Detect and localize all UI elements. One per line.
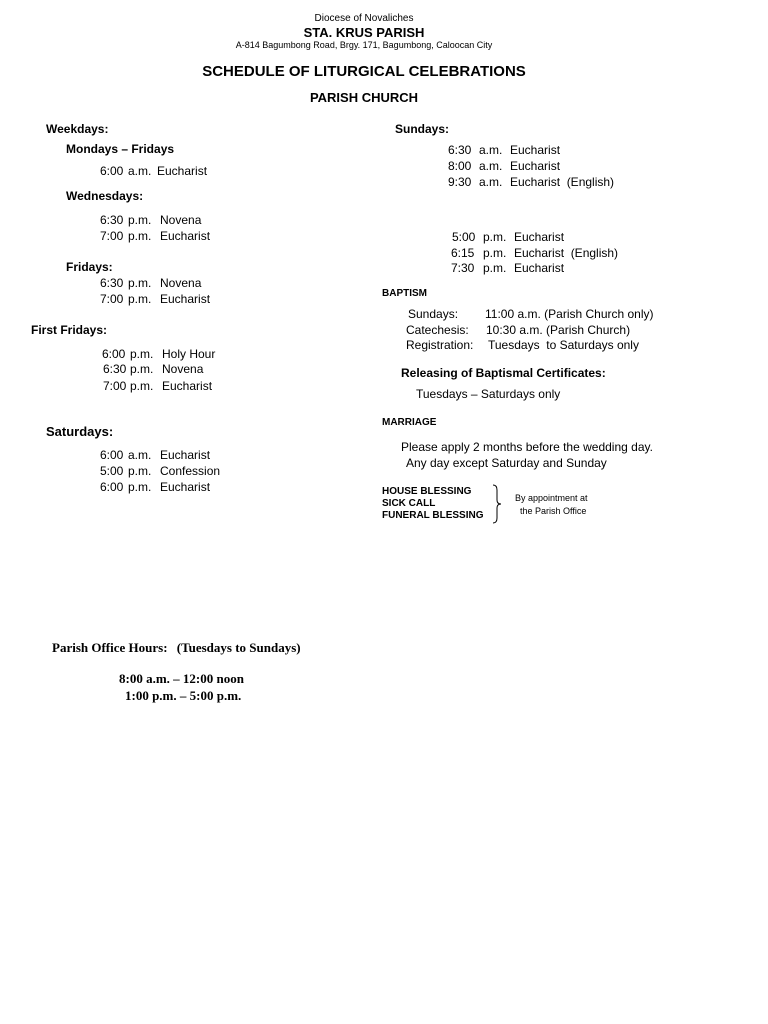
schedule-row — [451, 261, 651, 276]
ampm: p.m. — [128, 229, 152, 243]
time: 5:00 — [100, 464, 124, 478]
time: 6:30 — [100, 213, 124, 227]
wednesdays-heading: Wednesdays: — [66, 189, 144, 203]
schedule-row — [102, 379, 302, 394]
schedule-row — [102, 347, 302, 362]
schedule-row — [100, 292, 300, 307]
page-title: SCHEDULE OF LITURGICAL CELEBRATIONS — [202, 63, 526, 80]
baptism-label: Registration: — [406, 338, 474, 352]
appointment-note-2: the Parish Office — [520, 506, 587, 516]
saturdays-heading: Saturdays: — [46, 424, 114, 439]
schedule-row — [100, 164, 300, 179]
schedule-row — [102, 362, 302, 377]
office-hours-afternoon: 1:00 p.m. – 5:00 p.m. — [125, 688, 242, 703]
ampm: a.m. — [479, 175, 503, 189]
event: Eucharist — [160, 229, 211, 243]
time: 6:00 — [102, 347, 126, 361]
time: 6:00 — [100, 448, 124, 462]
parish-name: STA. KRUS PARISH — [303, 25, 425, 40]
curly-brace-icon — [491, 484, 503, 524]
event: Eucharist — [514, 230, 565, 244]
event: Eucharist — [160, 448, 211, 462]
time: 6:30 — [448, 143, 472, 157]
appointment-note-1: By appointment at — [515, 493, 588, 503]
time: 6:00 — [100, 480, 124, 494]
ampm: p.m. — [130, 347, 154, 361]
office-hours-heading — [52, 640, 301, 656]
time: 6:30 — [100, 276, 124, 290]
event: Eucharist — [514, 261, 565, 275]
ampm: p.m. — [130, 379, 154, 393]
event: Eucharist — [510, 159, 561, 173]
event: Eucharist (English) — [510, 175, 615, 189]
schedule-row — [100, 276, 300, 291]
time: 7:00 — [103, 379, 127, 393]
event: Eucharist — [160, 292, 211, 306]
time: 5:00 — [452, 230, 476, 244]
office-hours-morning: 8:00 a.m. – 12:00 noon — [119, 671, 244, 686]
baptism-row — [406, 323, 656, 338]
ampm: p.m. — [483, 261, 507, 275]
event: Eucharist (English) — [514, 246, 619, 260]
time: 9:30 — [448, 175, 472, 189]
certificates-heading: Releasing of Baptismal Certificates: — [401, 366, 606, 380]
event: Novena — [160, 213, 202, 227]
schedule-row — [451, 246, 651, 261]
time: 6:30 — [103, 362, 127, 376]
baptism-row — [406, 338, 656, 353]
ampm: p.m. — [128, 480, 152, 494]
marriage-line-2: Any day except Saturday and Sunday — [406, 456, 607, 470]
parish-address: A-814 Bagumbong Road, Brgy. 171, Bagumbong, Caloocan City — [235, 40, 493, 50]
time: 7:00 — [100, 292, 124, 306]
event: Eucharist — [157, 164, 208, 178]
marriage-heading: MARRIAGE — [382, 417, 437, 428]
funeral-blessing: FUNERAL BLESSING — [382, 510, 484, 521]
fridays-heading: Fridays: — [66, 260, 113, 274]
event: Eucharist — [162, 379, 213, 393]
time: 7:00 — [100, 229, 124, 243]
baptism-value: 11:00 a.m. (Parish Church only) — [485, 307, 654, 321]
baptism-label: Sundays: — [408, 307, 459, 321]
schedule-row — [100, 464, 300, 479]
ampm: a.m. — [128, 448, 152, 462]
schedule-row — [100, 213, 300, 228]
schedule-row — [452, 230, 652, 245]
time: 7:30 — [451, 261, 475, 275]
schedule-row — [100, 229, 300, 244]
sundays-heading: Sundays: — [395, 122, 450, 136]
certificates-text: Tuesdays – Saturdays only — [416, 387, 561, 401]
event: Holy Hour — [162, 347, 216, 361]
ampm: a.m. — [479, 159, 503, 173]
mon-fri-heading: Mondays – Fridays — [66, 142, 175, 156]
ampm: p.m. — [483, 246, 507, 260]
schedule-row — [448, 159, 648, 174]
time: 8:00 — [448, 159, 472, 173]
sick-call: SICK CALL — [382, 498, 436, 509]
house-blessing: HOUSE BLESSING — [382, 486, 472, 497]
event: Eucharist — [160, 480, 211, 494]
baptism-heading: BAPTISM — [382, 288, 427, 299]
ampm: p.m. — [130, 362, 154, 376]
ampm: a.m. — [128, 164, 152, 178]
page-subtitle: PARISH CHURCH — [309, 90, 419, 105]
time: 6:00 — [100, 164, 124, 178]
weekdays-heading: Weekdays: — [46, 122, 109, 136]
first-fridays-heading: First Fridays: — [31, 323, 108, 337]
ampm: p.m. — [483, 230, 507, 244]
schedule-row — [448, 143, 648, 158]
ampm: p.m. — [128, 464, 152, 478]
office-hours-label: Parish Office Hours: — [52, 640, 168, 655]
baptism-value: Tuesdays to Saturdays only — [488, 338, 639, 352]
event: Confession — [160, 464, 221, 478]
ampm: p.m. — [128, 276, 152, 290]
diocese-name: Diocese of Novaliches — [314, 13, 414, 24]
schedule-row — [100, 480, 300, 495]
event: Eucharist — [510, 143, 561, 157]
time: 6:15 — [451, 246, 475, 260]
marriage-line-1: Please apply 2 months before the wedding day. — [401, 440, 653, 454]
ampm: p.m. — [128, 213, 152, 227]
baptism-value: 10:30 a.m. (Parish Church) — [486, 323, 631, 337]
ampm: a.m. — [479, 143, 503, 157]
blessings-list — [382, 486, 484, 522]
office-hours-days: (Tuesdays to Sundays) — [176, 640, 301, 655]
baptism-label: Catechesis: — [406, 323, 469, 337]
event: Novena — [160, 276, 202, 290]
schedule-row — [100, 448, 300, 463]
event: Novena — [162, 362, 204, 376]
ampm: p.m. — [128, 292, 152, 306]
schedule-row — [448, 175, 648, 190]
baptism-row — [408, 307, 658, 322]
